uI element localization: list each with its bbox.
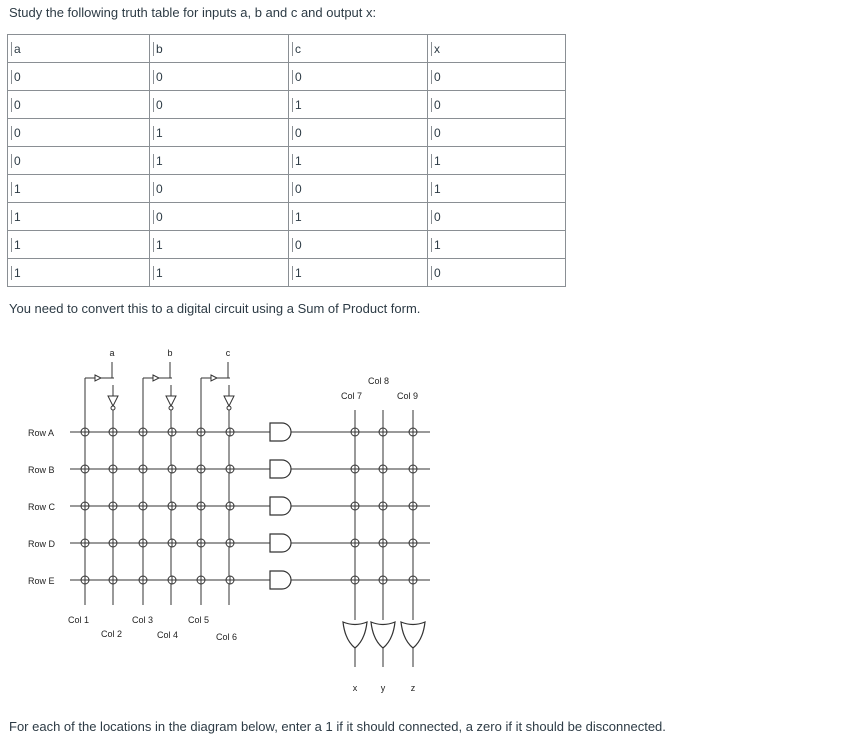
- inverter-icon: [166, 396, 176, 406]
- and-gate-icon: [270, 423, 291, 441]
- cell-b: 1: [150, 231, 289, 259]
- row-label: Row E: [28, 576, 55, 586]
- cell-a: 0: [8, 119, 150, 147]
- column-label: Col 2: [101, 629, 123, 639]
- truth-table-row: [8, 63, 566, 91]
- output-label-z: z: [410, 683, 416, 693]
- cell-c: 1: [289, 91, 428, 119]
- truth-table-row: [8, 259, 566, 287]
- buffer-arrow-icon: [153, 375, 159, 381]
- cell-b: 0: [150, 91, 289, 119]
- or-gate-icon: [343, 622, 367, 648]
- cell-c: 1: [289, 203, 428, 231]
- inverter-icon: [224, 396, 234, 406]
- cell-c: 0: [289, 63, 428, 91]
- cell-c: 0: [289, 119, 428, 147]
- buffer-arrow-icon: [211, 375, 217, 381]
- pla-diagram: [0, 330, 845, 710]
- cell-b: 0: [150, 203, 289, 231]
- inverter-icon: [108, 396, 118, 406]
- input-label-c: c: [225, 348, 231, 358]
- column-label: Col 8: [368, 376, 390, 386]
- column-label: Col 3: [132, 615, 154, 625]
- inverter-bubble-icon: [227, 406, 231, 410]
- footer-instruction: For each of the locations in the diagram below, enter a 1 if it should connected, a zero if it should be disconnected.: [9, 719, 666, 734]
- cell-a: 1: [8, 175, 150, 203]
- row-label: Row A: [28, 428, 55, 438]
- cell-b: 1: [150, 259, 289, 287]
- truth-table-row: [8, 175, 566, 203]
- truth-table-row: [8, 91, 566, 119]
- header-cell-b: b: [150, 35, 289, 63]
- cell-x: 0: [428, 63, 566, 91]
- column-label: Col 1: [68, 615, 90, 625]
- cell-x: 1: [428, 231, 566, 259]
- header-cell-x: x: [428, 35, 566, 63]
- cell-a: 1: [8, 203, 150, 231]
- inverter-bubble-icon: [111, 406, 115, 410]
- cell-a: 1: [8, 231, 150, 259]
- cell-x: 1: [428, 175, 566, 203]
- cell-b: 1: [150, 147, 289, 175]
- cell-a: 0: [8, 91, 150, 119]
- or-gate-icon: [401, 622, 425, 648]
- cell-x: 0: [428, 259, 566, 287]
- truth-table-header: [8, 35, 566, 63]
- truth-table: [7, 34, 566, 287]
- sop-instruction: You need to convert this to a digital circuit using a Sum of Product form.: [9, 301, 421, 316]
- cell-x: 0: [428, 91, 566, 119]
- header-cell-a: a: [8, 35, 150, 63]
- cell-c: 1: [289, 259, 428, 287]
- row-label: Row C: [28, 502, 56, 512]
- column-label: Col 9: [397, 391, 419, 401]
- cell-x: 0: [428, 119, 566, 147]
- column-label: Col 6: [216, 632, 238, 642]
- cell-c: 0: [289, 231, 428, 259]
- buffer-arrow-icon: [95, 375, 101, 381]
- header-cell-c: c: [289, 35, 428, 63]
- and-gate-icon: [270, 497, 291, 515]
- cell-b: 0: [150, 175, 289, 203]
- truth-table-row: [8, 147, 566, 175]
- row-label: Row D: [28, 539, 56, 549]
- input-label-a: a: [109, 348, 115, 358]
- row-label: Row B: [28, 465, 55, 475]
- output-label-x: x: [352, 683, 358, 693]
- input-label-b: b: [167, 348, 173, 358]
- and-gate-icon: [270, 571, 291, 589]
- cell-b: 1: [150, 119, 289, 147]
- truth-table-row: [8, 119, 566, 147]
- cell-x: 1: [428, 147, 566, 175]
- and-gate-icon: [270, 534, 291, 552]
- cell-a: 0: [8, 147, 150, 175]
- output-label-y: y: [380, 683, 386, 693]
- column-label: Col 4: [157, 630, 179, 640]
- column-label: Col 5: [188, 615, 210, 625]
- cell-a: 1: [8, 259, 150, 287]
- cell-c: 0: [289, 175, 428, 203]
- or-gate-icon: [371, 622, 395, 648]
- column-label: Col 7: [341, 391, 363, 401]
- cell-b: 0: [150, 63, 289, 91]
- intro-text: Study the following truth table for inputs a, b and c and output x:: [9, 5, 377, 20]
- cell-c: 1: [289, 147, 428, 175]
- cell-x: 0: [428, 203, 566, 231]
- cell-a: 0: [8, 63, 150, 91]
- truth-table-row: [8, 203, 566, 231]
- truth-table-row: [8, 231, 566, 259]
- inverter-bubble-icon: [169, 406, 173, 410]
- and-gate-icon: [270, 460, 291, 478]
